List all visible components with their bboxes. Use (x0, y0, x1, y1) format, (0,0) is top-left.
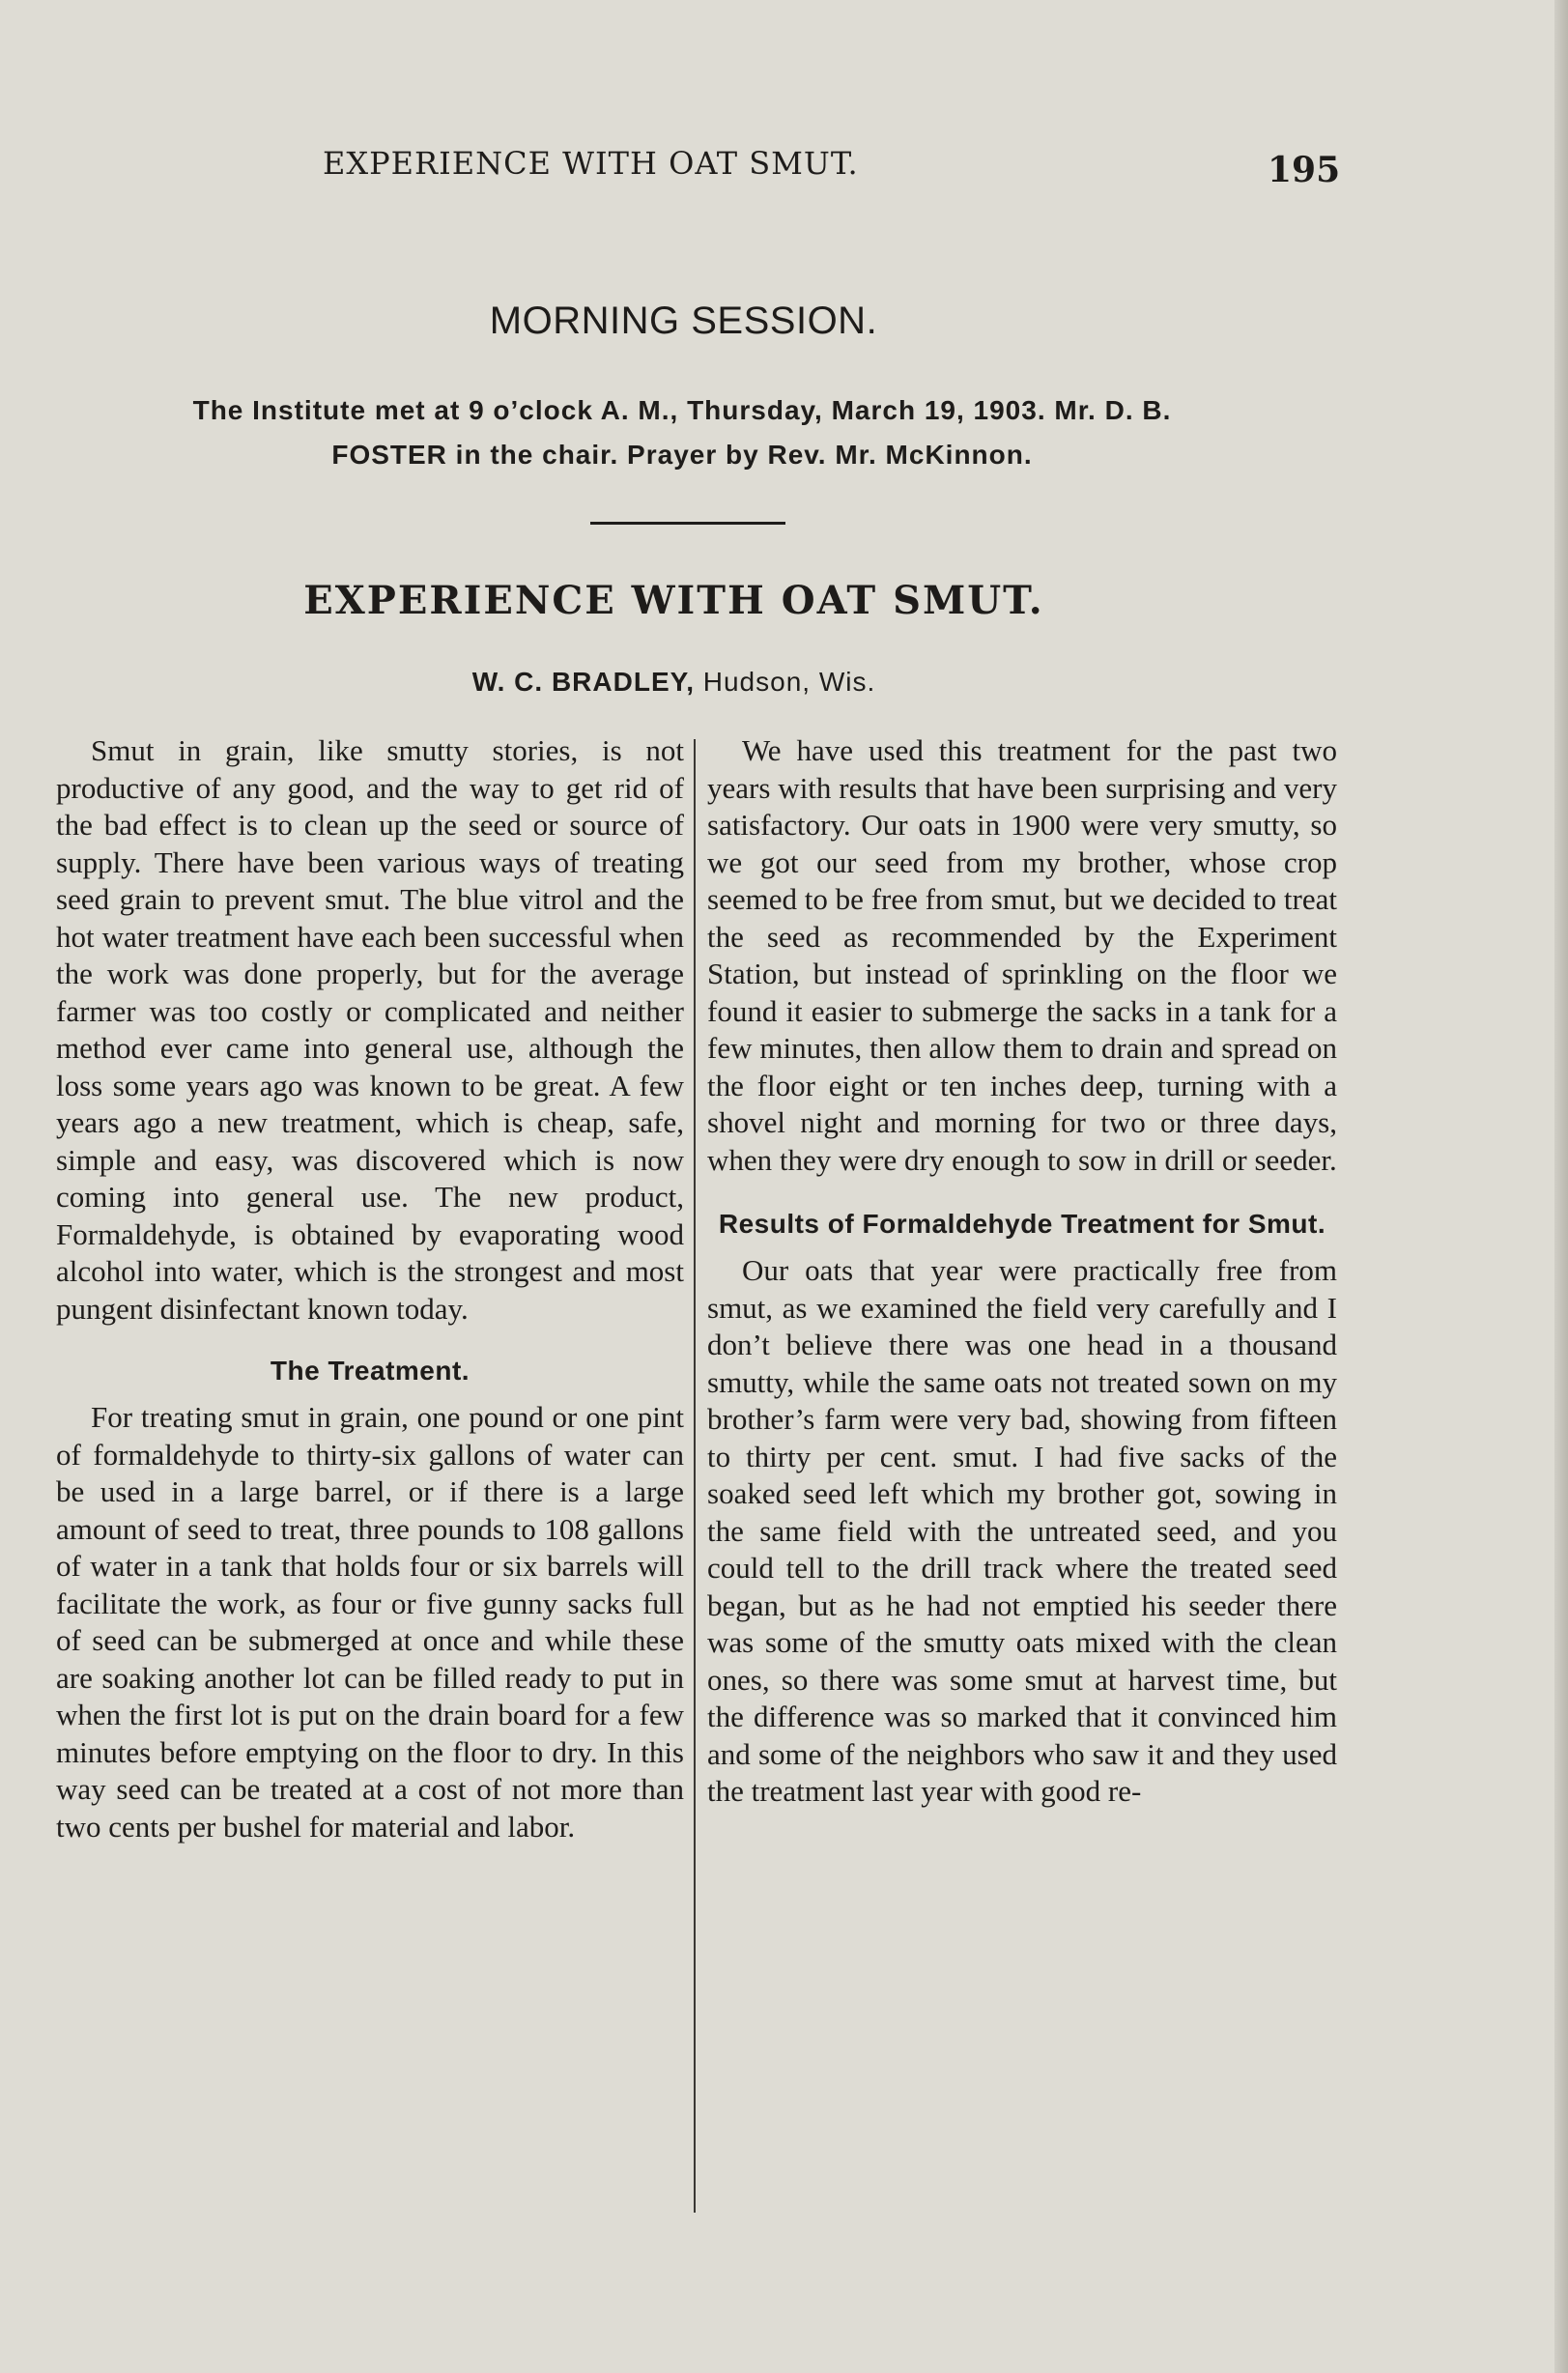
right-column (707, 732, 1337, 1811)
right-paragraph-1: We have used this treatment for the past two years with results that have been surprising and very satisfactory. Our oats in 1900 were very smutty, so we got our seed from my brother, whose crop seemed to be free from smut, but we decided to treat the seed as recommended by the Experiment Station, but instead of sprinkling on the floor we found it easier to submerge the sacks in a tank for a few minutes, then allow them to drain and spread on the floor eight or ten inches deep, turning with a shovel night and morning for two or three days, when they were dry enough to sow in drill or seeder. (707, 733, 1337, 1177)
section-heading-treatment: The Treatment. (270, 1356, 470, 1386)
author-location: Hudson, Wis. (702, 667, 876, 697)
byline (0, 667, 1348, 698)
session-meta-line-1: The Institute met at 9 o’clock A. M., Thursday, March 19, 1903. Mr. D. B. (192, 395, 1172, 425)
left-paragraph-1: Smut in grain, like smutty stories, is not productive of any good, and the way to get rid of the bad effect is to clean up the seed or source of supply. There have been various ways of treating seed grain to prevent smut. The blue vitrol and the hot water treatment have each been successful when the work was done properly, but for the average farmer was too costly or complicated and neither method ever came into general use, although the loss some years ago was known to be great. A few years ago a new treatment, which is cheap, safe, simple and easy, was discovered which is now coming into general use. The new product, Formaldehyde, is obtained by evaporating wood alcohol into water, which is the strongest and most pungent disinfectant known today. (56, 733, 684, 1326)
section-heading-results: Results of Formaldehyde Treatment for Smut. (718, 1209, 1326, 1239)
page-number: 195 (1268, 150, 1341, 190)
author-name: W. C. BRADLEY, (471, 667, 695, 697)
session-meta-line-2: FOSTER in the chair. Prayer by Rev. Mr. McKinnon. (331, 440, 1033, 470)
session-meta (54, 388, 1310, 477)
page-edge (1554, 0, 1568, 2373)
session-title: MORNING SESSION. (489, 300, 878, 342)
article-title: EXPERIENCE WITH OAT SMUT. (303, 578, 1044, 623)
right-paragraph-2: Our oats that year were practically free from smut, as we examined the field very carefully and I don’t believe there was one head in a thousand smutty, while the same oats not treated sown on my brother’s farm were very bad, showing from fifteen to thirty per cent. smut. I had five sacks of the soaked seed left which my brother got, sowing in the same field with the untreated seed, and you could tell to the drill track where the treated seed began, but as he had not emptied his seeder there was some of the smutty oats mixed with the clean ones, so there was some smut at harvest time, but the difference was so marked that it convinced him and some of the neighbors who saw it and they used the treatment last year with good re- (707, 1253, 1337, 1808)
running-head: EXPERIENCE WITH OAT SMUT. (323, 145, 859, 182)
left-paragraph-2: For treating smut in grain, one pound or one pint of formaldehyde to thirty-six gallons of water can be used in a large barrel, or if there is a large amount of seed to treat, three pounds to 108 gallons of water in a tank that holds four or six barrels will facilitate the work, as four or five gunny sacks full of seed can be submerged at once and while these are soaking another lot can be filled ready to put in when the first lot is put on the drain board for a few minutes before emptying on the floor to dry. In this way seed can be treated at a cost of not more than two cents per bushel for material and labor. (56, 1400, 684, 1844)
column-divider (694, 739, 696, 2213)
title-rule (590, 522, 785, 525)
left-column (56, 732, 684, 1845)
